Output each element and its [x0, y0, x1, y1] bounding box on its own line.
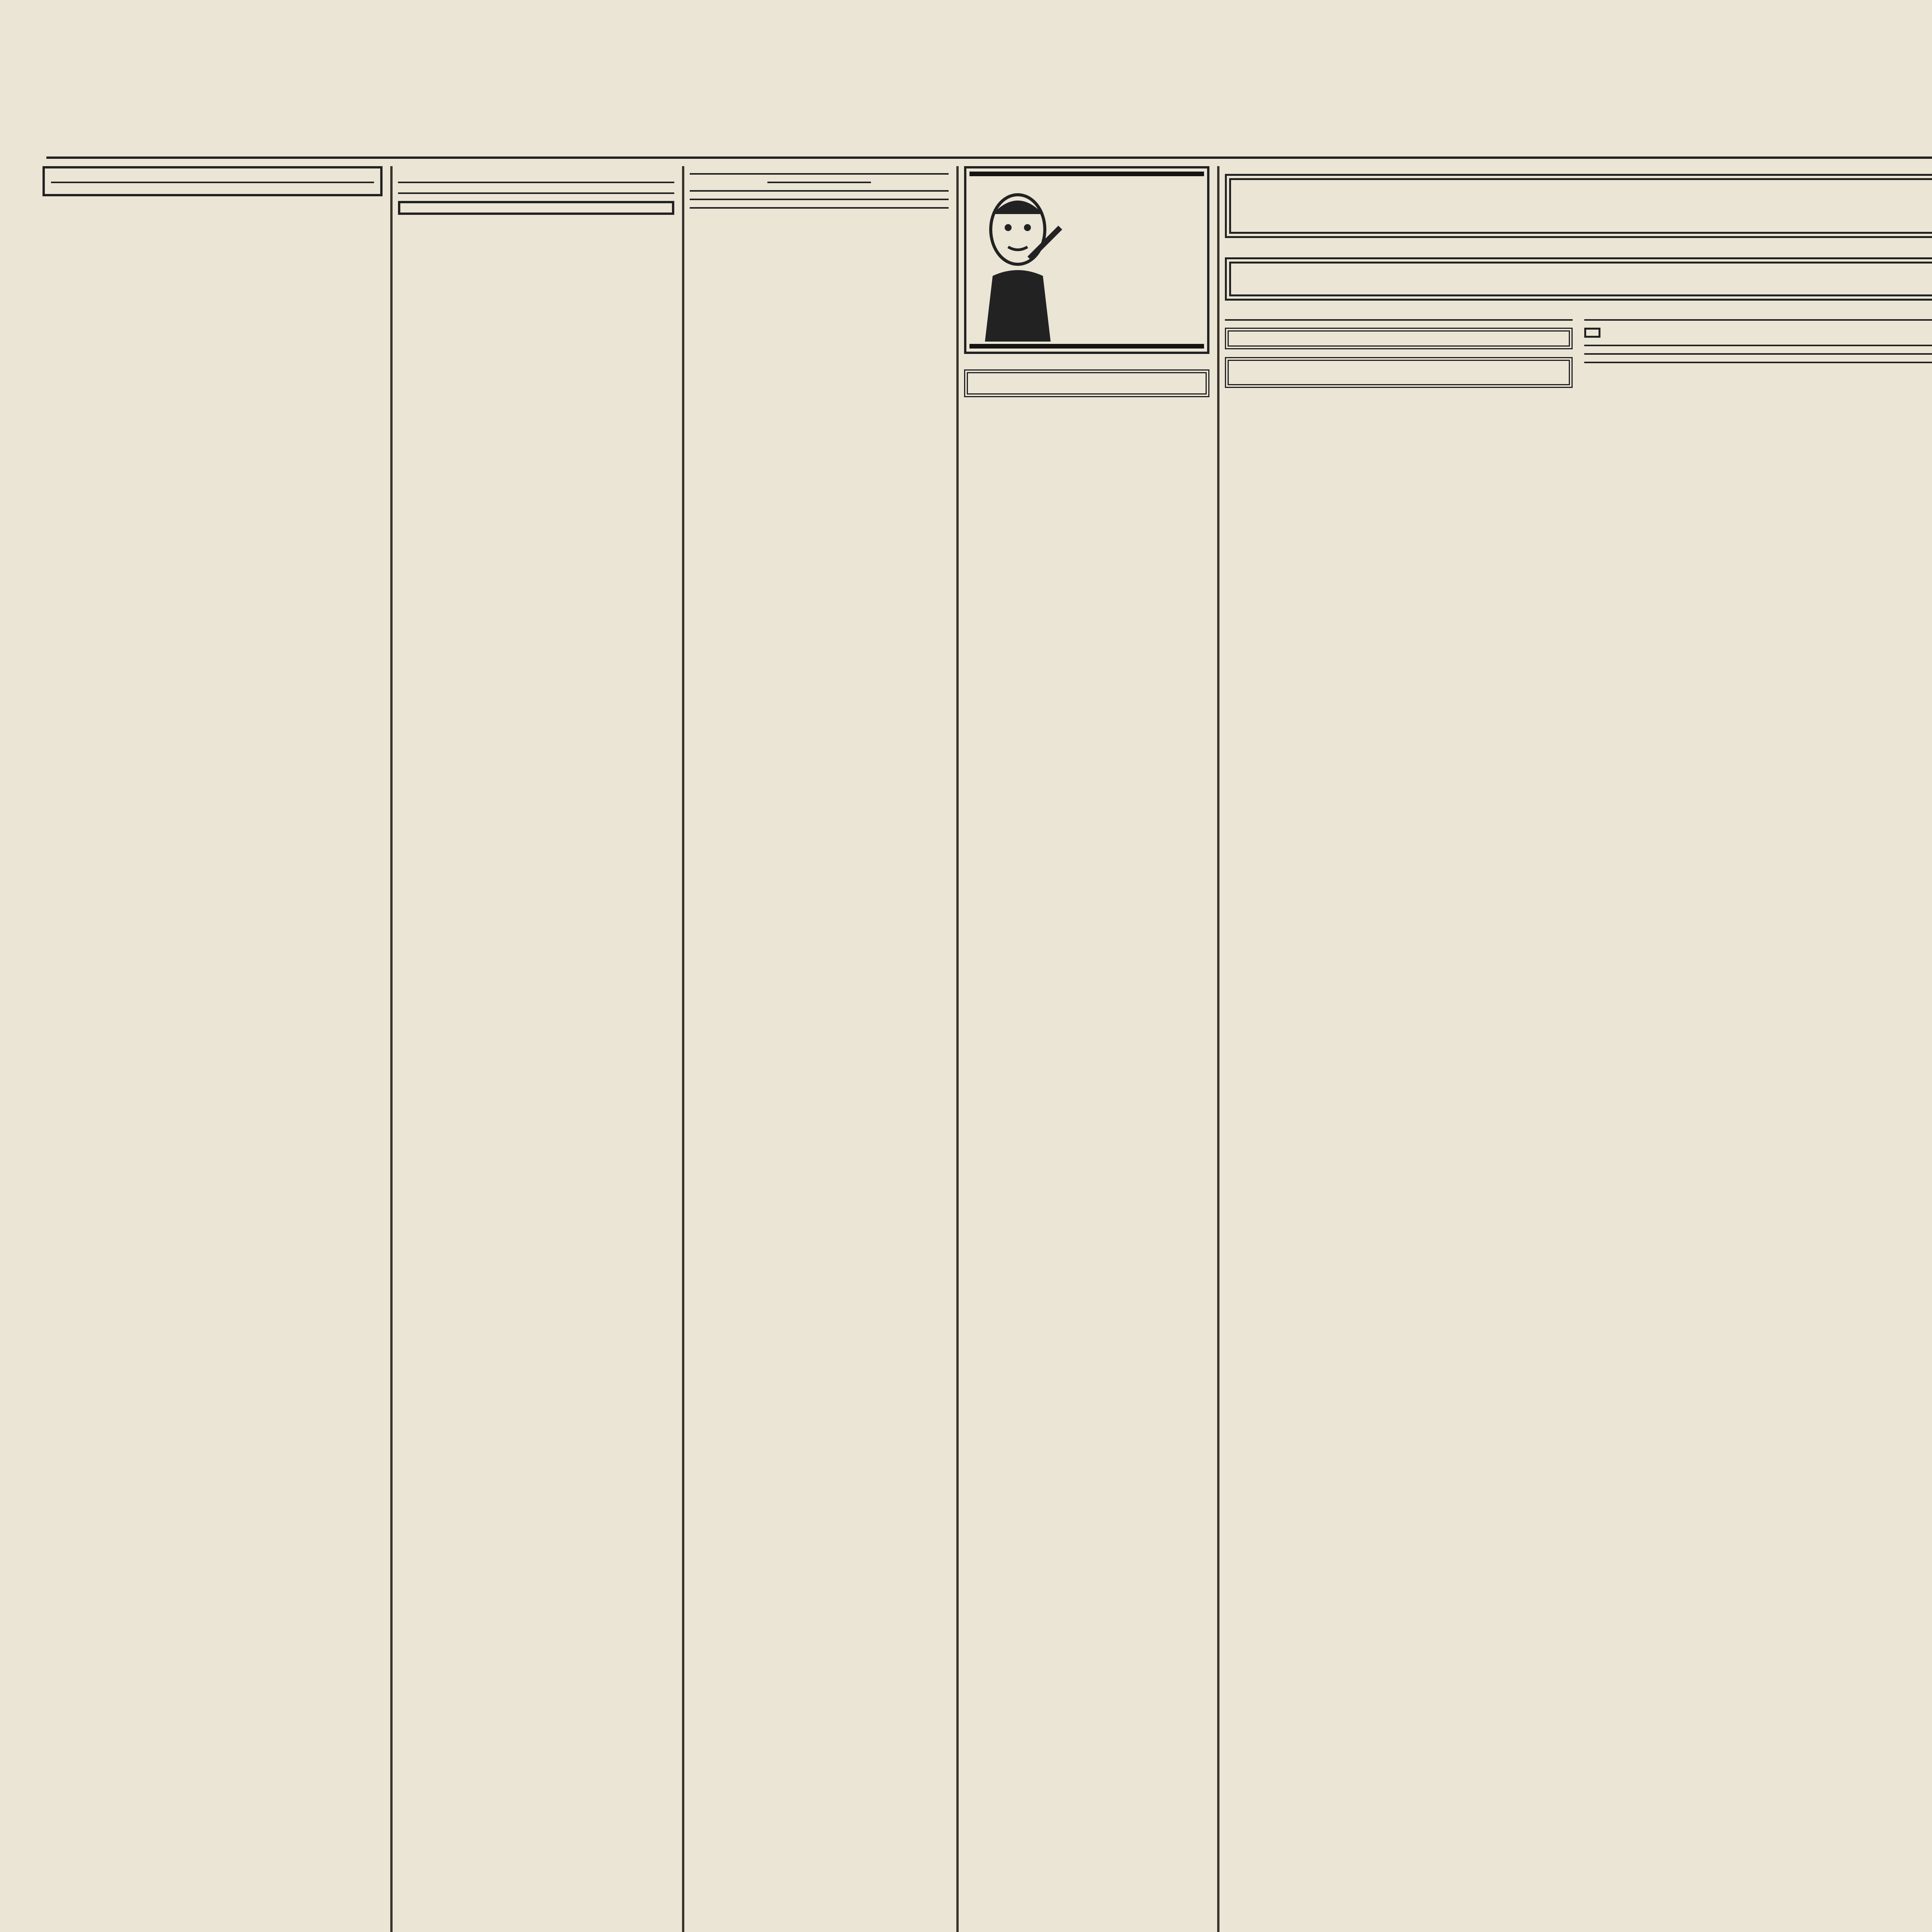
column-rule	[390, 166, 393, 1932]
butler-ad	[43, 166, 383, 196]
column-rule	[682, 166, 684, 1932]
munyon-cold-cure	[969, 344, 1204, 349]
reid-ad	[1225, 357, 1573, 388]
shoe-store-ad	[1225, 257, 1932, 301]
daly-ad	[1584, 328, 1932, 338]
labelle-ad	[1225, 174, 1932, 238]
column-american-markets	[398, 166, 674, 1932]
daly-try	[1584, 328, 1600, 338]
column-ads	[1225, 166, 1932, 1932]
ads-right-subcolumn	[1584, 312, 1932, 388]
masthead	[46, 99, 1932, 159]
munyon-ad	[964, 166, 1209, 354]
munyon-portrait-icon	[969, 179, 1066, 342]
column-news-2	[964, 166, 1209, 1932]
ads-left-subcolumn	[1225, 312, 1573, 388]
munyon-name	[969, 172, 1204, 176]
bells-ad	[1225, 328, 1573, 349]
column-rule	[1217, 166, 1219, 1932]
probs-box	[398, 201, 674, 215]
column-news-1	[690, 166, 949, 1932]
column-rule	[956, 166, 959, 1932]
column-markets	[43, 166, 383, 1932]
beltz-ad	[964, 369, 1209, 397]
